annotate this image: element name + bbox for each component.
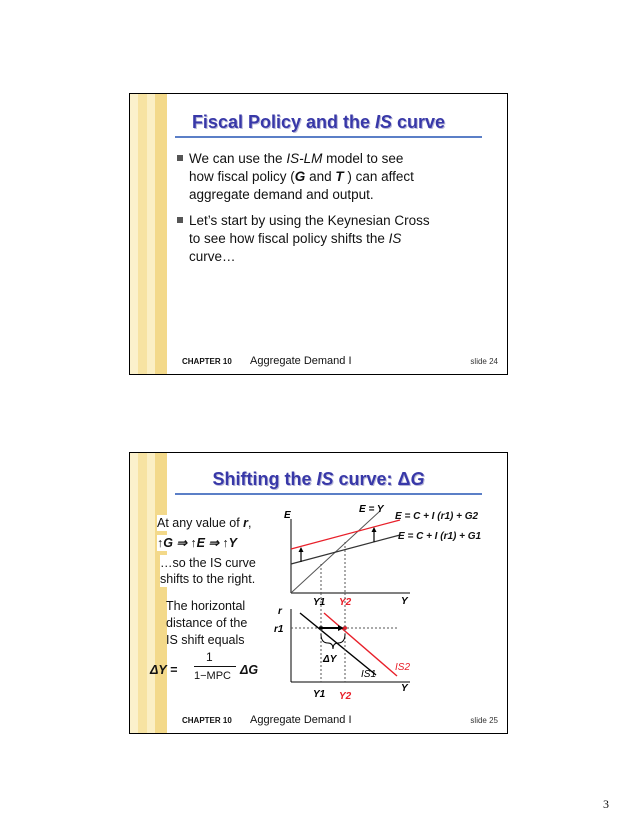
slide-24 xyxy=(129,93,508,375)
svg-text:Y1: Y1 xyxy=(313,597,326,608)
svg-text:r: r xyxy=(278,606,282,617)
title-rule xyxy=(175,493,482,495)
slide-title: Shifting the IS curve: ΔG xyxy=(212,469,425,489)
svg-text:Y: Y xyxy=(401,596,408,607)
svg-text:Y: Y xyxy=(401,683,408,694)
decorative-stripes xyxy=(130,453,167,733)
chapter-label: CHAPTER 10 xyxy=(182,357,232,366)
text-shifts: shifts to the right. xyxy=(160,572,256,586)
svg-text:E: E xyxy=(284,510,291,521)
svg-text:Y2: Y2 xyxy=(339,691,352,702)
bullet-2: Let’s start by using the Keynesian Cross to see how fiscal policy shifts the IS curve… xyxy=(189,212,469,266)
text-chain: ↑G ⇒ ↑E ⇒ ↑Y xyxy=(157,536,237,550)
text-distance: distance of the xyxy=(166,616,248,630)
multiplier-formula: ΔY = 1 1−MPC ΔG xyxy=(150,650,259,682)
footer-title: Aggregate Demand I xyxy=(250,714,352,726)
title-rule xyxy=(175,136,482,138)
svg-text:IS2: IS2 xyxy=(395,662,411,673)
svg-text:IS1: IS1 xyxy=(361,669,377,680)
svg-text:E = C + I (r1) + G1: E = C + I (r1) + G1 xyxy=(398,531,482,542)
slide-number: slide 25 xyxy=(470,716,498,725)
text-any-value: At any value of r, xyxy=(157,516,252,530)
text-horizontal: The horizontal xyxy=(166,599,246,613)
svg-text:E = C + I (r1) + G2: E = C + I (r1) + G2 xyxy=(395,511,479,522)
slide-title: Fiscal Policy and the IS curve xyxy=(191,112,446,132)
svg-text:r1: r1 xyxy=(274,624,284,635)
page-number: 3 xyxy=(603,797,609,811)
svg-text:Y2: Y2 xyxy=(339,597,352,608)
svg-text:E = Y: E = Y xyxy=(359,504,384,515)
slide-25 xyxy=(129,452,508,734)
svg-text:ΔY: ΔY xyxy=(323,654,337,665)
decorative-stripes xyxy=(130,94,167,374)
chapter-label: CHAPTER 10 xyxy=(182,716,232,725)
is-shift-diagram xyxy=(270,501,507,711)
slide-number: slide 24 xyxy=(470,357,498,366)
text-is-shift: IS shift equals xyxy=(166,633,245,647)
bullet-1: We can use the IS-LM model to see how fiscal policy (G and T ) can affect aggregate demand and output. xyxy=(189,150,469,204)
svg-text:Y1: Y1 xyxy=(313,689,326,700)
footer-title: Aggregate Demand I xyxy=(250,355,352,367)
text-so: …so the IS curve xyxy=(160,556,256,570)
